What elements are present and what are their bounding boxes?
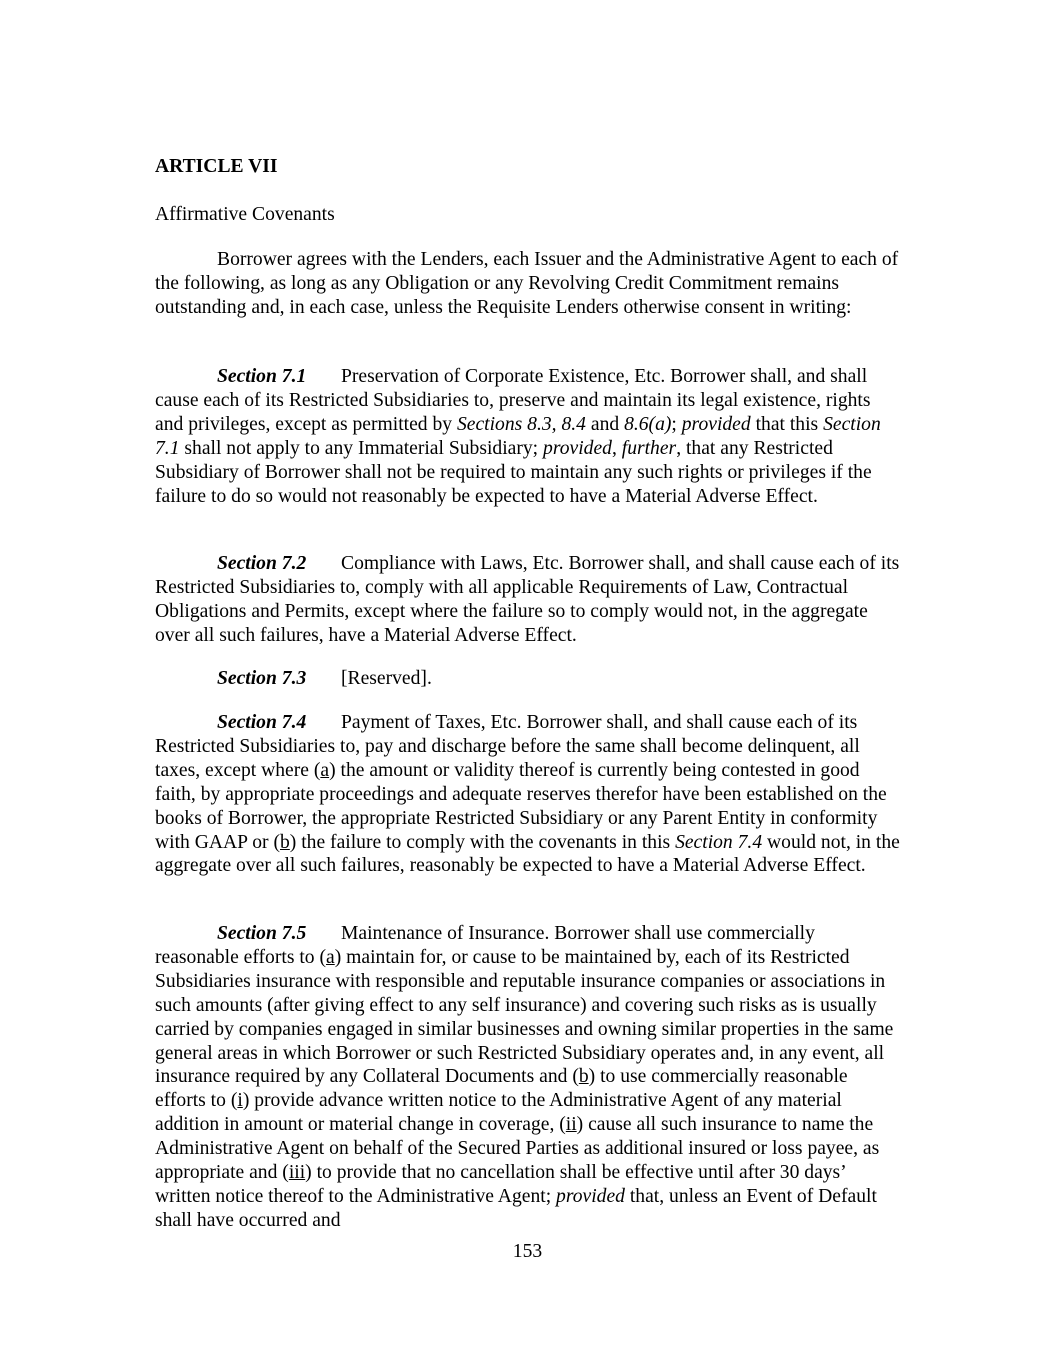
section-text: Compliance with Laws, Etc. Borrower shall, and shall cause each of its Restricted Subsidiaries to, comply with all applicable Requirements of Law, Contractual Obligations and Permits, except where the failure so to comply would not, in the aggregate over all such failures, have a Material Adverse Effect.: [155, 553, 900, 646]
clause-marker: i: [237, 1090, 243, 1112]
section-text: ,: [611, 437, 622, 459]
section-number: Section 7.2: [217, 553, 307, 574]
emphasis-term: provided: [543, 437, 612, 459]
intro-paragraph: Borrower agrees with the Lenders, each Issuer and the Administrative Agent to each of the following, as long as any Obligation or any Revolving Credit Commitment remains outstanding and, in each case, unless the Requisite Lenders otherwise consent in writing:: [155, 249, 899, 318]
section-text: ;: [671, 413, 682, 435]
emphasis-term: further: [621, 437, 677, 459]
section-number: Section 7.3: [217, 668, 307, 689]
section-text: ) maintain for, or cause to be maintained by, each of its Restricted Subsidiaries insurance with responsible and reputable insurance companies or associations in such amounts (after giving effect to any self insurance) and covering such risks as is usually carried by companies engaged in similar businesses and owning similar properties in the same general areas in which Borrower or such Restricted Subsidiary operates and, in any event, all insurance required by any Collateral Documents and (: [155, 946, 894, 1088]
section-text: Maintenance of Insurance. Borrower shall use commercially reasonable efforts to (: [155, 923, 815, 968]
section-text: ) to provide that no cancellation shall be effective until after 30 days’ written notice thereof to the Administrative Agent;: [155, 1162, 846, 1207]
section-text: would not, in the aggregate over all such failures, reasonably be expected to have a Material Adverse Effect.: [155, 831, 900, 877]
article-heading: ARTICLE VII: [155, 156, 278, 177]
section-text: ) provide advance written notice to the Administrative Agent of any material addition in amount or material change in coverage, (: [155, 1090, 842, 1136]
section-7-5-paragraph: [155, 922, 903, 1233]
article-subtitle: Affirmative Covenants: [155, 204, 335, 225]
section-text: , that any Restricted Subsidiary of Borrower shall not be required to maintain any such rights or privileges if the failure to do so would not reasonably be expected to have a Material Adverse Effect.: [155, 437, 872, 507]
section-7-1-paragraph: [155, 365, 903, 508]
emphasis-term: provided: [681, 413, 751, 435]
section-reference: Section 7.4: [675, 831, 763, 853]
section-text: ) the failure to comply with the covenants in this: [289, 831, 676, 853]
section-text: Payment of Taxes, Etc. Borrower shall, and shall cause each of its Restricted Subsidiaries to, pay and discharge before the same shall become delinquent, all taxes, except where (: [155, 712, 860, 781]
section-text: shall not apply to any Immaterial Subsidiary;: [179, 437, 544, 459]
section-text: that this: [750, 413, 824, 435]
section-7-2-paragraph: [155, 552, 903, 648]
section-reference: 8.6(a): [624, 413, 672, 435]
section-text: that, unless an Event of Default shall have occurred and: [155, 1185, 877, 1231]
section-number: Section 7.4: [217, 712, 307, 733]
section-text: Preservation of Corporate Existence, Etc. Borrower shall, and shall cause each of its Restricted Subsidiaries to, preserve and maintain its legal existence, rights and privileges, except as permitted by: [155, 366, 871, 435]
clause-marker: iii: [288, 1162, 306, 1184]
section-7-3-paragraph: [155, 667, 903, 691]
clause-marker: a: [326, 946, 335, 968]
section-7-4-paragraph: [155, 711, 903, 878]
section-text: ) the amount or validity thereof is currently being contested in good faith, by appropriate proceedings and adequate reserves therefor have been established on the books of Borrower, the appropriate Restricted Subsidiary or any Parent Entity in conformity with GAAP or (: [155, 759, 887, 853]
section-text: [Reserved].: [341, 668, 432, 689]
clause-marker: a: [320, 759, 330, 781]
clause-marker: ii: [565, 1114, 577, 1136]
document-page: [155, 155, 903, 1231]
section-number: Section 7.5: [217, 923, 307, 944]
section-text: and: [585, 413, 625, 435]
page-number: 153: [512, 1241, 543, 1262]
clause-marker: b: [578, 1066, 589, 1088]
section-text: ) to use commercially reasonable efforts to (: [155, 1066, 848, 1112]
clause-marker: b: [280, 831, 290, 853]
section-text: ) cause all such insurance to name the Administrative Agent on behalf of the Secured Parties as additional insured or loss payee, as appropriate and (: [155, 1114, 880, 1184]
section-number: Section 7.1: [217, 366, 307, 387]
emphasis-term: provided: [556, 1185, 625, 1207]
section-reference: Sections 8.3, 8.4: [456, 413, 586, 435]
section-reference: Section 7.1: [155, 413, 881, 459]
